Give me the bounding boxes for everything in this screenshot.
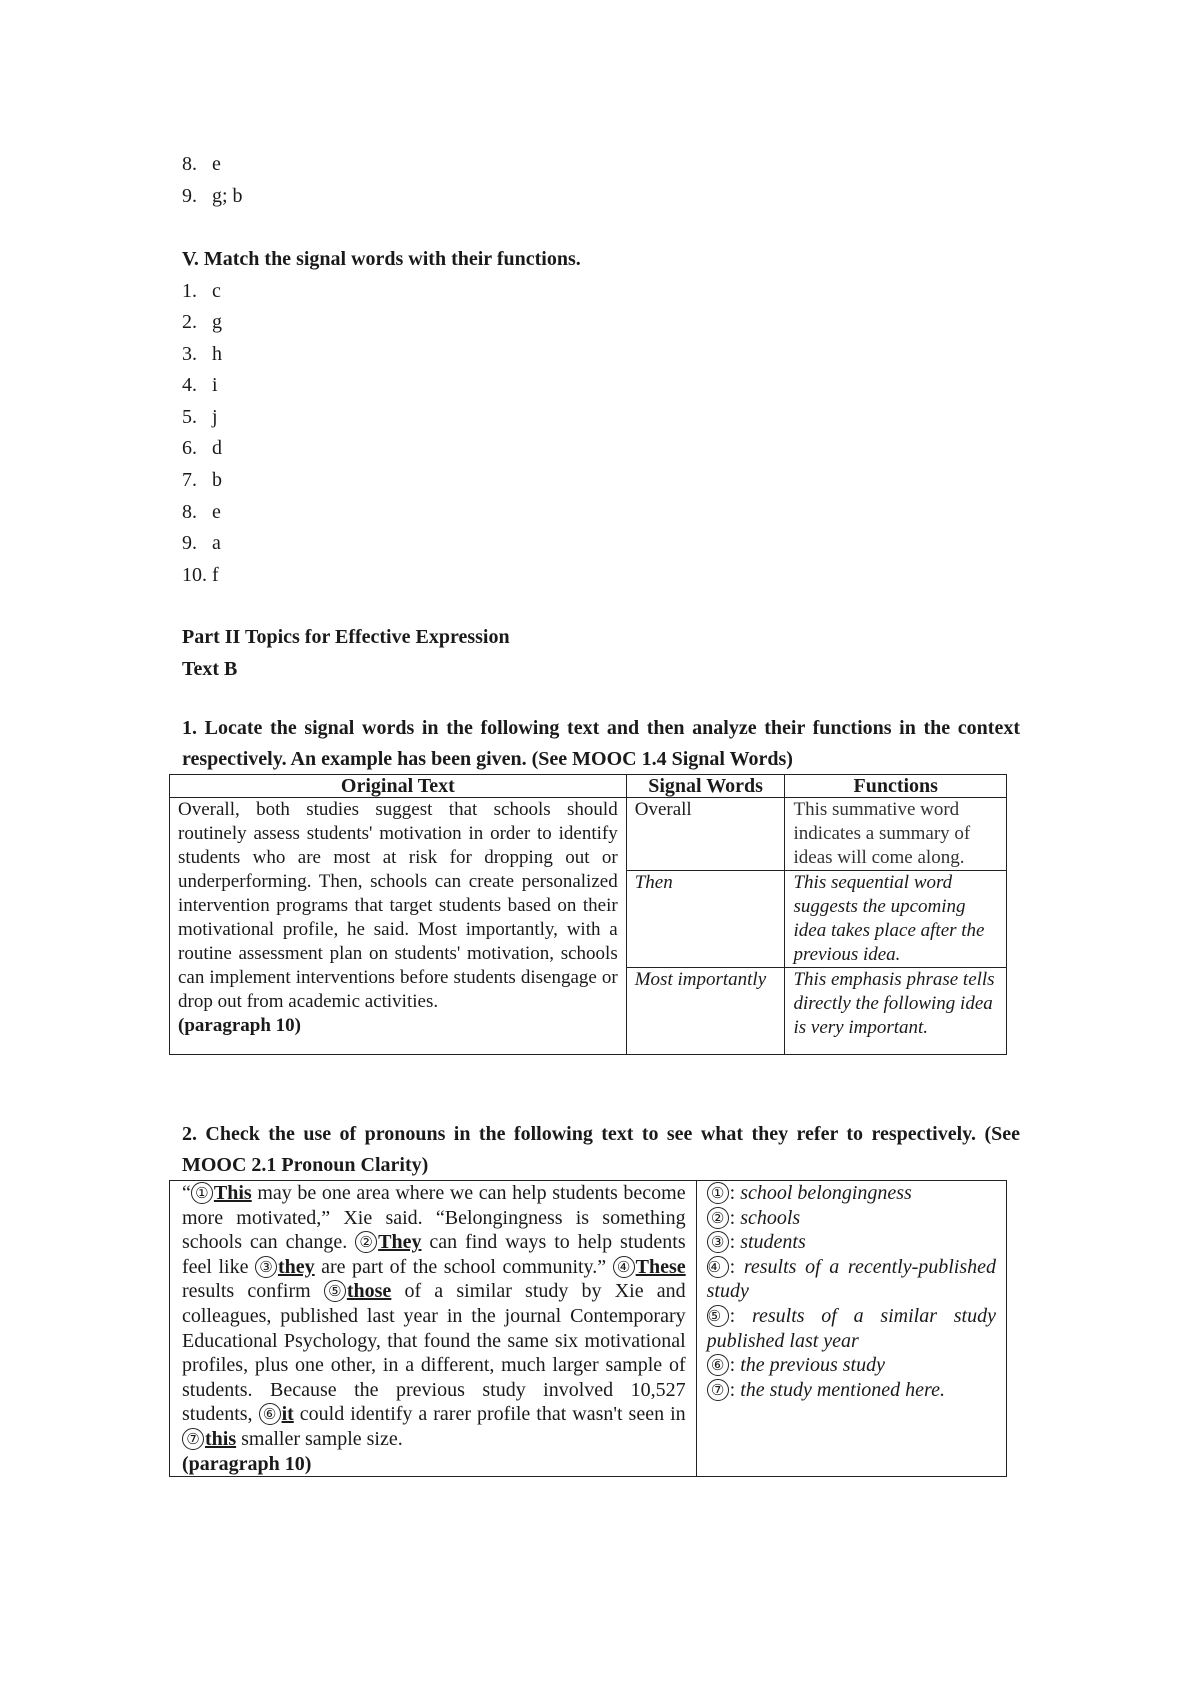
part-title: Part II Topics for Effective Expression xyxy=(182,626,510,648)
pronoun-5: those xyxy=(346,1280,392,1303)
paragraph-reference: (paragraph 10) xyxy=(178,1015,301,1036)
marker-6: ⑥ xyxy=(259,1403,281,1425)
passage-segment: of a similar study by Xie and colleagues, published last year in the journal Contemporary Educational Psychology, that found the same six motivational profiles, plus one other, in a different, much larger sample of students. Because the previous study involved 10,527 students, xyxy=(182,1280,686,1426)
answer-number: 5. xyxy=(182,406,197,428)
answer-line xyxy=(182,531,221,555)
marker-7: ⑦ xyxy=(182,1428,204,1450)
pronoun-passage xyxy=(182,1181,686,1452)
answer-line xyxy=(182,342,222,366)
answer-value: c xyxy=(212,280,221,302)
reference-marker: ① xyxy=(707,1182,729,1204)
function-cell: This emphasis phrase tells directly the following idea is very important. xyxy=(785,968,1007,1055)
reference-text: students xyxy=(740,1231,806,1254)
reference-item: ④ : results of a recently-published study xyxy=(706,1255,996,1303)
signal-word-cell: Overall xyxy=(626,798,785,871)
passage-segment: results confirm xyxy=(182,1280,324,1303)
question-1-heading: 1. Locate the signal words in the following text and then analyze their functions in the context respectively. An example has been given. (See MOOC 1.4 Signal Words) xyxy=(182,717,1020,770)
reference-text: the previous study xyxy=(740,1354,885,1377)
question-2-heading: 2. Check the use of pronouns in the following text to see what they refer to respectively. (See MOOC 2.1 Pronoun Clarity) xyxy=(182,1123,1020,1176)
answer-number: 9. xyxy=(182,532,197,554)
reference-marker: ③ xyxy=(707,1231,729,1253)
reference-marker: ⑤ xyxy=(707,1305,729,1327)
answer-value: d xyxy=(212,437,222,459)
reference-item: ⑥ : the previous study xyxy=(707,1353,996,1378)
column-header: Original Text xyxy=(170,775,627,798)
text-label: Text B xyxy=(182,658,238,680)
answer-line xyxy=(182,436,222,460)
reference-marker: ④ xyxy=(707,1256,729,1278)
function-cell: This sequential word suggests the upcoming idea takes place after the previous idea. xyxy=(785,871,1007,968)
answer-number: 7. xyxy=(182,469,197,491)
pronoun-text-cell xyxy=(170,1181,697,1477)
answer-value: a xyxy=(212,532,221,554)
signal-words-table xyxy=(169,774,1007,1055)
answer-number: 1. xyxy=(182,280,197,302)
pronoun-1: This xyxy=(213,1182,252,1204)
answer-value: g xyxy=(212,311,222,333)
original-text-cell xyxy=(170,798,627,1055)
marker-1: ① xyxy=(191,1182,213,1204)
answer-value: e xyxy=(212,153,221,175)
answer-value: i xyxy=(212,374,218,396)
pronoun-4: These xyxy=(635,1255,686,1278)
answer-number: 8. xyxy=(182,501,197,523)
answer-line xyxy=(182,405,218,429)
reference-item: ⑤ : results of a similar study published last year xyxy=(706,1304,996,1352)
answer-value: b xyxy=(212,469,222,491)
reference-item: ② : schools xyxy=(707,1206,996,1231)
answer-line xyxy=(182,500,221,524)
reference-text: the study mentioned here. xyxy=(740,1378,945,1401)
reference-text: results of a similar study published last year xyxy=(706,1304,996,1352)
table-row xyxy=(170,798,1007,871)
paragraph-reference: (paragraph 10) xyxy=(182,1452,312,1475)
reference-text: schools xyxy=(740,1206,801,1229)
answer-number: 10. xyxy=(182,564,207,586)
answer-value: g; b xyxy=(212,185,243,207)
reference-item: ③ : students xyxy=(707,1230,996,1255)
marker-2: ② xyxy=(355,1231,377,1253)
answer-number: 6. xyxy=(182,437,197,459)
answer-line xyxy=(182,373,218,397)
pronoun-table xyxy=(169,1180,1007,1477)
reference-marker: ⑦ xyxy=(707,1379,729,1401)
passage-segment: are part of the school community.” xyxy=(314,1255,613,1278)
answer-number: 4. xyxy=(182,374,197,396)
open-quote: “ xyxy=(182,1182,191,1204)
answer-number: 8. xyxy=(182,153,197,175)
passage-segment: can find ways to help students feel like xyxy=(182,1231,686,1278)
answer-number: 9. xyxy=(182,185,197,207)
answer-number: 3. xyxy=(182,343,197,365)
answer-value: h xyxy=(212,343,222,365)
answer-line xyxy=(182,310,222,334)
answer-line xyxy=(182,279,221,303)
section-v-title: V. Match the signal words with their functions. xyxy=(182,248,581,270)
pronoun-reference-cell xyxy=(696,1181,1006,1477)
answer-value: e xyxy=(212,501,221,523)
column-header: Signal Words xyxy=(626,775,785,798)
answer-number: 2. xyxy=(182,311,197,333)
passage-segment: may be one area where we can help students become more motivated,” Xie said. “Belongingness is something schools can change. xyxy=(182,1182,686,1254)
signal-word-cell: Most importantly xyxy=(626,968,785,1055)
answer-line xyxy=(182,563,219,587)
reference-marker: ② xyxy=(707,1207,729,1229)
marker-5: ⑤ xyxy=(324,1280,346,1302)
function-cell: This summative word indicates a summary of ideas will come along. xyxy=(785,798,1007,871)
signal-word-cell: Then xyxy=(626,871,785,968)
table-row xyxy=(170,1181,1007,1477)
pronoun-2: They xyxy=(378,1231,422,1254)
answer-value: f xyxy=(212,564,219,586)
answer-value: j xyxy=(212,406,218,428)
answer-line xyxy=(182,184,243,208)
passage-segment: could identify a rarer profile that wasn't seen in xyxy=(293,1403,686,1426)
original-text: Overall, both studies suggest that schools should routinely assess students' motivation in order to identify students who are most at risk for dropping out or underperforming. Then, schools can create personalized intervention programs that target students based on their motivational profile, he said. Most importantly, with a routine assessment plan on students' motivation, schools can implement interventions before students disengage or drop out from academic activities. xyxy=(178,799,618,1012)
column-header: Functions xyxy=(785,775,1007,798)
answer-line xyxy=(182,468,222,492)
reference-item: ⑦ : the study mentioned here. xyxy=(707,1378,996,1403)
reference-text: school belongingness xyxy=(740,1182,912,1204)
passage-segment: smaller sample size. xyxy=(236,1427,403,1450)
marker-4: ④ xyxy=(613,1256,635,1278)
marker-3: ③ xyxy=(255,1256,277,1278)
pronoun-6: it xyxy=(281,1403,294,1426)
reference-marker: ⑥ xyxy=(707,1354,729,1376)
answer-line xyxy=(182,152,221,176)
pronoun-7: this xyxy=(205,1427,237,1450)
reference-text: results of a recently-published study xyxy=(706,1255,996,1303)
table-header-row xyxy=(170,775,1007,798)
pronoun-3: they xyxy=(277,1255,315,1278)
reference-item: ① : school belongingness xyxy=(707,1181,996,1206)
